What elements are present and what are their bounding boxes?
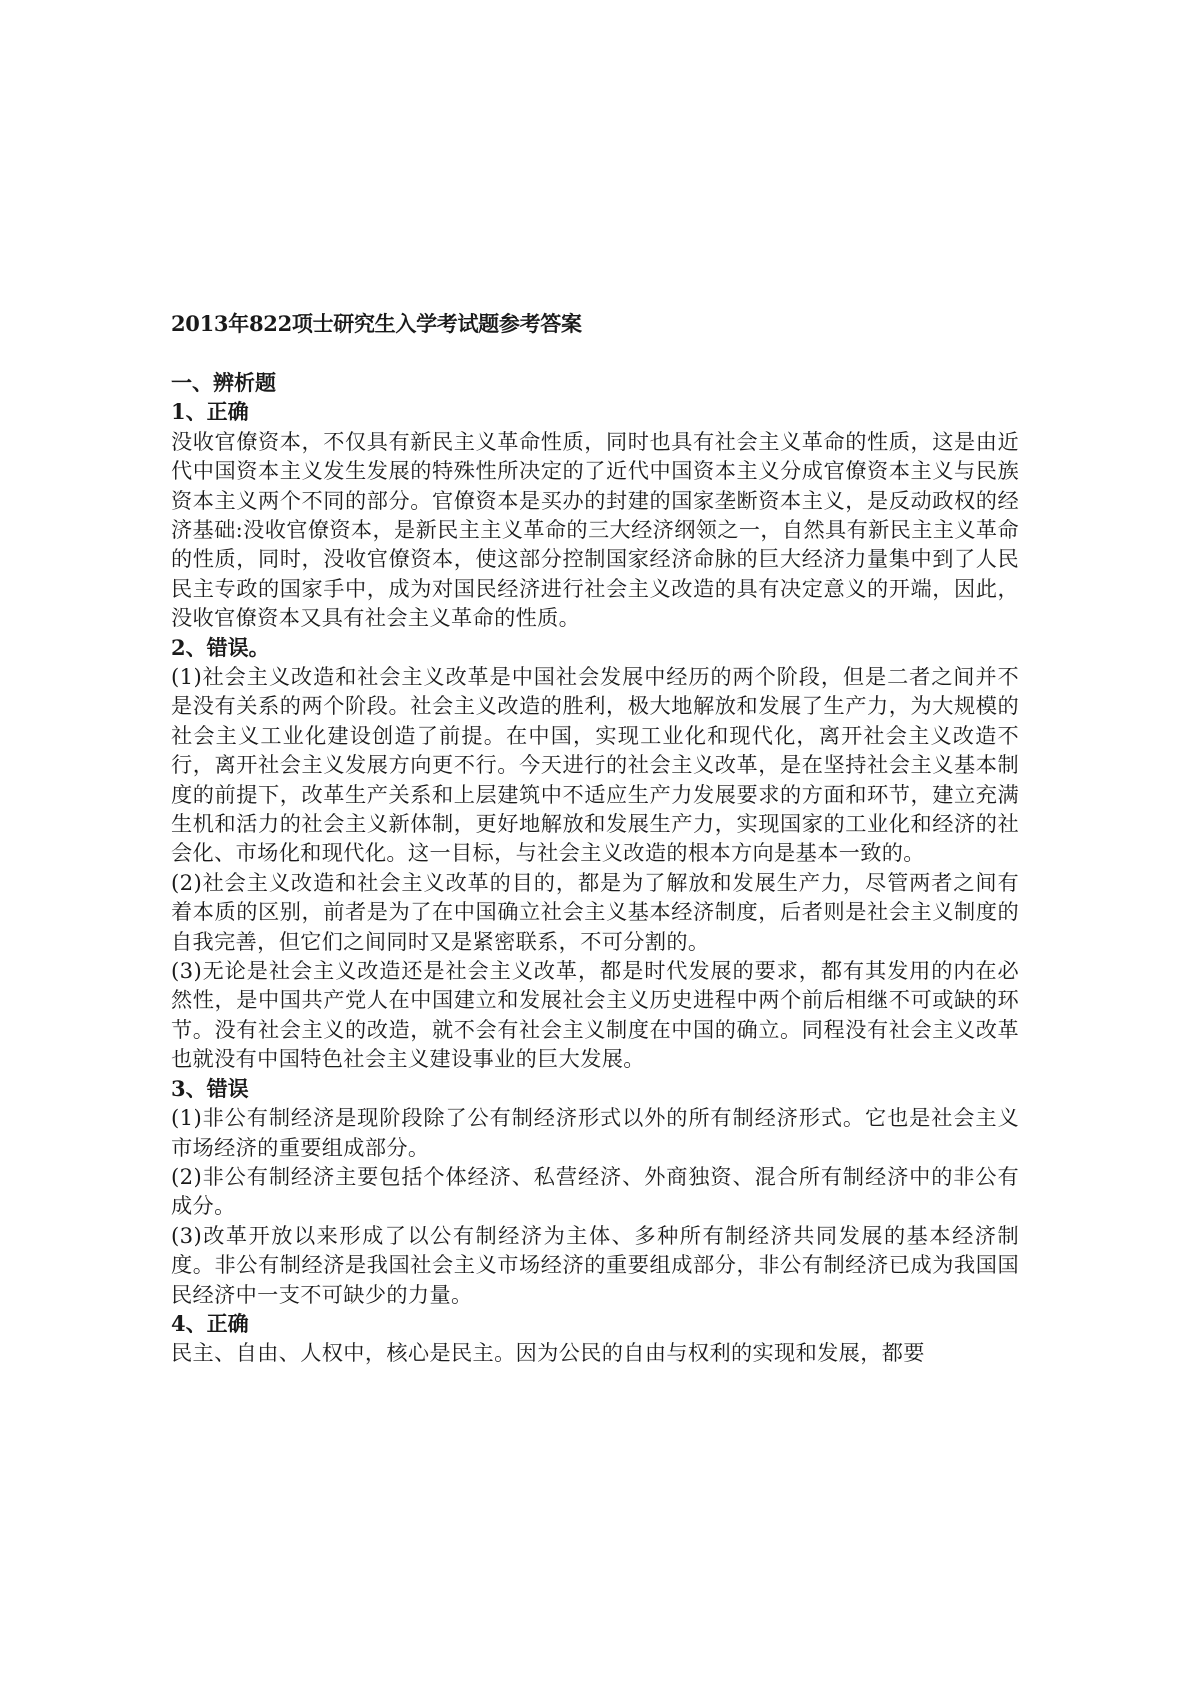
document-title: 2013年822项士研究生入学考试题参考答案 <box>171 311 582 336</box>
answer-paragraph: (2)非公有制经济主要包括个体经济、私营经济、外商独资、混合所有制经济中的非公有成分。 <box>171 1163 1019 1219</box>
answer-item-3 <box>171 1074 1019 1309</box>
answer-paragraph: 民主、自由、人权中，核心是民主。因为公民的自由与权利的实现和发展，都要 <box>171 1340 925 1366</box>
answer-heading: 3、错误 <box>171 1075 249 1101</box>
answer-paragraph: (1)社会主义改造和社会主义改革是中国社会发展中经历的两个阶段，但是二者之间并不是没有关系的两个阶段。社会主义改造的胜利，极大地解放和发展了生产力，为大规模的社会主义工业化建设创造了前提。在中国，实现工业化和现代化，离开社会主义改造不行，离开社会主义发展方向更不行。今天进行的社会主义改革，是在坚持社会主义基本制度的前提下，改革生产关系和上层建筑中不适应生产力发展要求的方面和环节，建立充满生机和活力的社会主义新体制，更好地解放和发展生产力，实现国家的工业化和经济的社会化、市场化和现代化。这一目标，与社会主义改造的根本方向是基本一致的。 <box>171 664 1019 866</box>
section-heading: 一、辨析题 <box>171 370 276 395</box>
answer-paragraph: (3)无论是社会主义改造还是社会主义改革，都是时代发展的要求，都有其发用的内在必然性，是中国共产党人在中国建立和发展社会主义历史进程中两个前后相继不可或缺的环节。没有社会主义的改造，就不会有社会主义制度在中国的确立。同程没有社会主义改革也就没有中国特色社会主义建设事业的巨大发展。 <box>171 958 1019 1072</box>
answer-heading: 2、错误。 <box>171 634 270 660</box>
answer-paragraph: (2)社会主义改造和社会主义改革的目的，都是为了解放和发展生产力，尽管两者之间有着本质的区别，前者是为了在中国确立社会主义基本经济制度，后者则是社会主义制度的自我完善，但它们之间同时又是紧密联系，不可分割的。 <box>171 869 1019 954</box>
answer-heading: 4、正确 <box>171 1310 249 1336</box>
answer-item-4 <box>171 1309 1019 1368</box>
document-body <box>171 309 1019 1368</box>
answer-item-1 <box>171 397 1019 632</box>
answer-item-2 <box>171 633 1019 1074</box>
spacer <box>171 339 1019 368</box>
answer-heading: 1、正确 <box>171 399 249 425</box>
answer-paragraph: (1)非公有制经济是现阶段除了公有制经济形式以外的所有制经济形式。它也是社会主义市场经济的重要组成部分。 <box>171 1105 1019 1160</box>
answer-paragraph: (3)改革开放以来形成了以公有制经济为主体、多种所有制经济共同发展的基本经济制度。非公有制经济是我国社会主义市场经济的重要组成部分，非公有制经济已成为我国国民经济中一支不可缺少的力量。 <box>171 1222 1019 1307</box>
answer-paragraph: 没收官僚资本，不仅具有新民主义革命性质，同时也具有社会主义革命的性质，这是由近代中国资本主义发生发展的特殊性所决定的了近代中国资本主义分成官僚资本主义与民族资本主义两个不同的部分。官僚资本是买办的封建的国家垄断资本主义，是反动政权的经济基础:没收官僚资本，是新民主主义革命的三大经济纲领之一，自然具有新民主主义革命的性质，同时，没收官僚资本，使这部分控制国家经济命脉的巨大经济力量集中到了人民民主专政的国家手中，成为对国民经济进行社会主义改造的具有决定意义的开端，因此，没收官僚资本又具有社会主义革命的性质。 <box>171 428 1019 631</box>
